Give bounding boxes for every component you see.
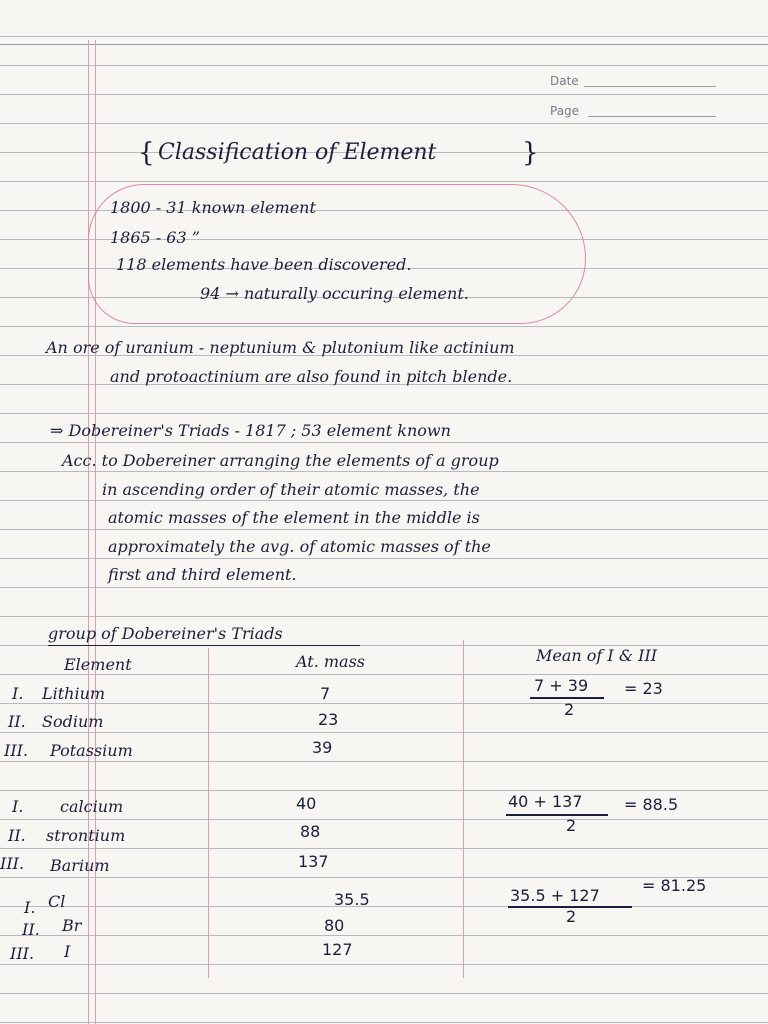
brace-left: { <box>138 138 155 168</box>
element-name: strontium <box>46 826 126 845</box>
element-name: Cl <box>48 892 66 911</box>
roman-numeral: III. <box>10 944 35 963</box>
page-title: Classification of Element <box>158 140 437 165</box>
history-line-4: 94 → naturally occuring element. <box>200 284 469 303</box>
margin-line-right <box>95 40 96 1024</box>
table-caption-underline <box>48 645 360 646</box>
element-name: Sodium <box>42 712 104 731</box>
date-line <box>584 86 716 87</box>
table-divider-2 <box>463 640 464 978</box>
mean-numerator: 35.5 + 127 <box>510 886 600 905</box>
atomic-mass: 39 <box>312 738 333 757</box>
mean-result: = 23 <box>624 679 663 698</box>
atomic-mass: 7 <box>320 684 331 703</box>
ores-line-2: and protoactinium are also found in pitch blende. <box>110 367 513 386</box>
roman-numeral: II. <box>22 920 40 939</box>
history-line-1: 1800 - 31 known element <box>110 198 316 217</box>
dobereiner-line-1: Acc. to Dobereiner arranging the elements of a group <box>62 451 499 470</box>
roman-numeral: I. <box>12 797 24 816</box>
table-divider-1 <box>208 648 209 978</box>
date-label: Date <box>550 74 579 88</box>
col-header-mass: At. mass <box>296 652 366 671</box>
history-line-3: 118 elements have been discovered. <box>116 255 412 274</box>
element-name: Lithium <box>42 684 106 703</box>
mean-numerator: 7 + 39 <box>534 676 589 695</box>
history-line-2: 1865 - 63 ” <box>110 228 200 247</box>
mean-numerator: 40 + 137 <box>508 792 583 811</box>
brace-right: } <box>522 138 539 168</box>
element-name: Br <box>62 916 82 935</box>
mean-result: = 81.25 <box>642 876 707 895</box>
element-name: Potassium <box>50 741 133 760</box>
dobereiner-line-5: first and third element. <box>108 565 297 584</box>
dobereiner-line-4: approximately the avg. of atomic masses of the <box>108 537 491 556</box>
dobereiner-heading: ⇒ Dobereiner's Triads - 1817 ; 53 element known <box>50 421 451 440</box>
mean-denominator: 2 <box>566 907 577 926</box>
table-caption: group of Dobereiner's Triads <box>48 624 283 643</box>
atomic-mass: 35.5 <box>334 890 370 909</box>
roman-numeral: II. <box>8 712 26 731</box>
margin-line-left <box>88 40 89 1024</box>
roman-numeral: II. <box>8 826 26 845</box>
dobereiner-line-3: atomic masses of the element in the middle is <box>108 508 480 527</box>
top-border <box>0 44 768 45</box>
atomic-mass: 23 <box>318 710 339 729</box>
element-name: Barium <box>50 856 110 875</box>
page-line <box>588 116 716 117</box>
atomic-mass: 127 <box>322 940 353 959</box>
element-name: calcium <box>60 797 124 816</box>
atomic-mass: 80 <box>324 916 345 935</box>
dobereiner-line-2: in ascending order of their atomic masses, the <box>102 480 480 499</box>
mean-denominator: 2 <box>564 700 575 719</box>
page-label: Page <box>550 104 580 118</box>
fraction-bar <box>530 697 604 699</box>
atomic-mass: 137 <box>298 852 329 871</box>
roman-numeral: III. <box>0 854 25 873</box>
roman-numeral: III. <box>4 741 29 760</box>
atomic-mass: 88 <box>300 822 321 841</box>
fraction-bar <box>506 814 608 816</box>
mean-result: = 88.5 <box>624 795 679 814</box>
ores-line-1: An ore of uranium - neptunium & plutonium like actinium <box>46 338 515 357</box>
col-header-mean: Mean of I & III <box>536 646 658 665</box>
element-name: I <box>64 942 71 961</box>
atomic-mass: 40 <box>296 794 317 813</box>
roman-numeral: I. <box>12 684 24 703</box>
roman-numeral: I. <box>24 898 36 917</box>
col-header-element: Element <box>64 655 132 674</box>
mean-denominator: 2 <box>566 816 577 835</box>
